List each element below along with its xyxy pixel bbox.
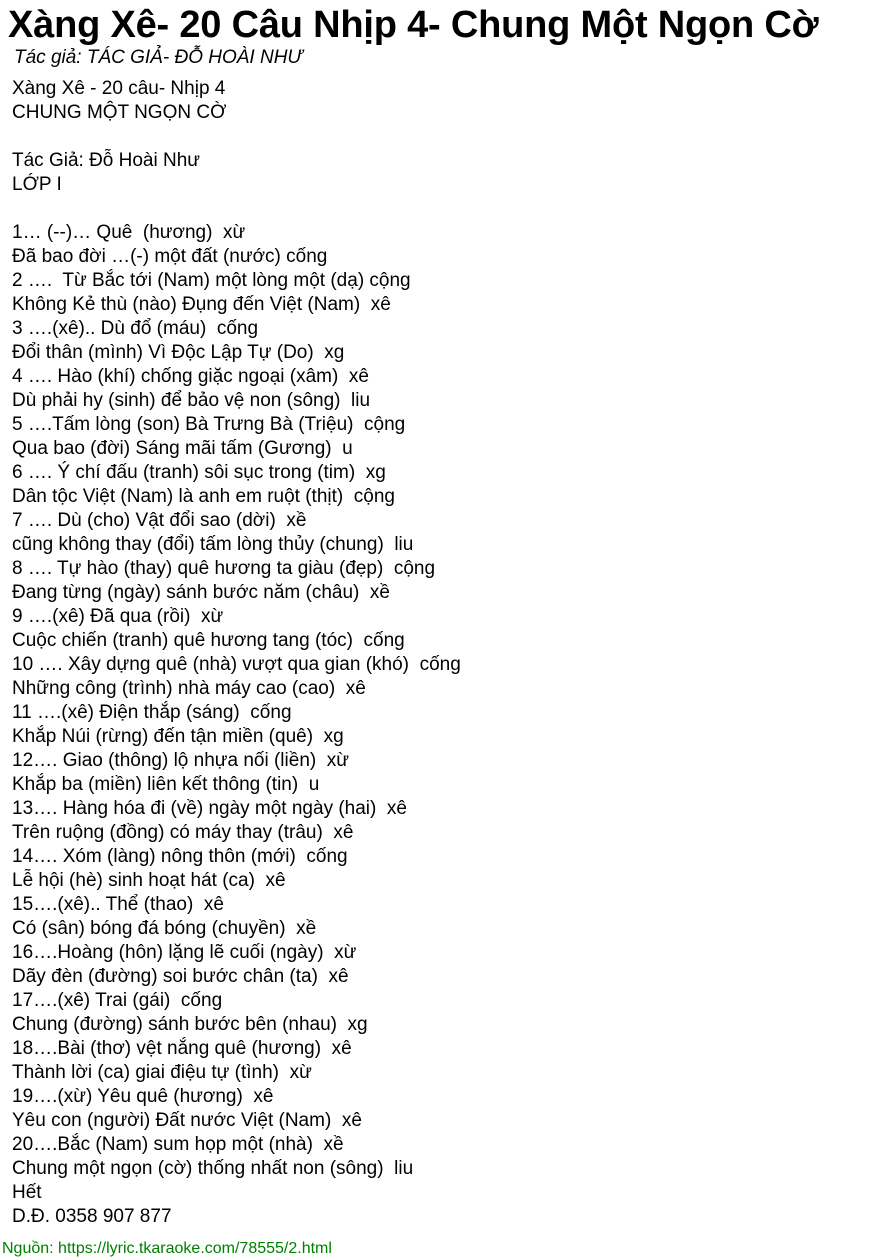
lyric-line: 18….Bài (thơ) vệt nắng quê (hương) xê — [12, 1038, 352, 1059]
lyric-line: Trên ruộng (đồng) có máy thay (trâu) xê — [12, 822, 354, 843]
lyric-line: Có (sân) bóng đá bóng (chuyền) xề — [12, 918, 317, 939]
lyric-line: Chung (đường) sánh bước bên (nhau) xg — [12, 1014, 368, 1035]
lyric-line: 20….Bắc (Nam) sum họp một (nhà) xề — [12, 1134, 344, 1155]
lyric-line: Lễ hội (hè) sinh hoạt hát (ca) xê — [12, 870, 286, 891]
lyric-line: CHUNG MỘT NGỌN CỜ — [12, 102, 227, 123]
page-title: Xàng Xê- 20 Câu Nhịp 4- Chung Một Ngọn Cờ — [8, 4, 819, 46]
lyric-line: 19….(xừ) Yêu quê (hương) xê — [12, 1086, 274, 1107]
lyric-line: Dãy đèn (đường) soi bước chân (ta) xê — [12, 966, 349, 987]
lyric-line: Đang từng (ngày) sánh bước năm (châu) xề — [12, 582, 390, 603]
lyric-line: Cuộc chiến (tranh) quê hương tang (tóc) cống — [12, 630, 405, 651]
lyric-line: 2 …. Từ Bắc tới (Nam) một lòng một (dạ) cộng — [12, 270, 411, 291]
lyric-line: 4 …. Hào (khí) chống giặc ngoại (xâm) xê — [12, 366, 369, 387]
lyrics-block — [12, 77, 461, 1229]
lyric-line: 15….(xê).. Thể (thao) xê — [12, 894, 224, 915]
lyric-line: cũng không thay (đổi) tấm lòng thủy (chung) liu — [12, 534, 414, 555]
lyric-line: Dù phải hy (sinh) để bảo vệ non (sông) liu — [12, 390, 371, 411]
lyric-line: Không Kẻ thù (nào) Đụng đến Việt (Nam) xê — [12, 294, 391, 315]
lyric-line: Chung một ngọn (cờ) thống nhất non (sông) liu — [12, 1158, 414, 1179]
lyric-line: Đổi thân (mình) Vì Độc Lập Tự (Do) xg — [12, 342, 345, 363]
lyric-line: Khắp ba (miền) liên kết thông (tin) u — [12, 774, 320, 795]
lyric-line: 7 …. Dù (cho) Vật đổi sao (dời) xề — [12, 510, 307, 531]
lyric-line: 3 ….(xê).. Dù đổ (máu) cống — [12, 318, 259, 339]
lyric-line: 12…. Giao (thông) lộ nhựa nối (liền) xừ — [12, 750, 349, 771]
blank-line — [12, 197, 461, 221]
lyric-line: 16….Hoàng (hôn) lặng lẽ cuối (ngày) xừ — [12, 942, 357, 963]
lyric-line: Tác Giả: Đỗ Hoài Như — [12, 150, 201, 171]
lyric-line: Qua bao (đời) Sáng mãi tấm (Gương) u — [12, 438, 353, 459]
lyric-line: 1… (--)… Quê (hương) xừ — [12, 222, 246, 243]
lyric-line: 6 …. Ý chí đấu (tranh) sôi sục trong (tim) xg — [12, 462, 386, 483]
lyric-line: Xàng Xê - 20 câu- Nhịp 4 — [12, 78, 226, 99]
lyric-line: 5 ….Tấm lòng (son) Bà Trưng Bà (Triệu) cộng — [12, 414, 406, 435]
blank-line — [12, 125, 461, 149]
lyric-line: Những công (trình) nhà máy cao (cao) xê — [12, 678, 366, 699]
source-link[interactable]: Nguồn: https://lyric.tkaraoke.com/78555/2.html — [2, 1240, 332, 1257]
lyric-line: LỚP I — [12, 174, 62, 195]
lyric-line: 14…. Xóm (làng) nông thôn (mới) cống — [12, 846, 348, 867]
lyric-line: Khắp Núi (rừng) đến tận miền (quê) xg — [12, 726, 344, 747]
lyric-line: 13…. Hàng hóa đi (về) ngày một ngày (hai) xê — [12, 798, 407, 819]
lyric-line: 17….(xê) Trai (gái) cống — [12, 990, 223, 1011]
lyric-line: Thành lời (ca) giai điệu tự (tình) xừ — [12, 1062, 312, 1083]
lyric-line: 9 ….(xê) Đã qua (rồi) xừ — [12, 606, 224, 627]
lyric-line: 8 …. Tự hào (thay) quê hương ta giàu (đẹp) cộng — [12, 558, 436, 579]
lyric-line: 11 ….(xê) Điện thắp (sáng) cống — [12, 702, 292, 723]
lyric-line: Dân tộc Việt (Nam) là anh em ruột (thịt) cộng — [12, 486, 395, 507]
lyric-line: D.Đ. 0358 907 877 — [12, 1206, 172, 1227]
lyric-line: 10 …. Xây dựng quê (nhà) vượt qua gian (khó) cống — [12, 654, 461, 675]
lyric-line: Đã bao đời …(-) một đất (nước) cống — [12, 246, 328, 267]
lyric-line: Hết — [12, 1182, 42, 1203]
lyric-line: Yêu con (người) Đất nước Việt (Nam) xê — [12, 1110, 362, 1131]
author-line: Tác giả: TÁC GIẢ- ĐỖ HOÀI NHƯ — [14, 47, 303, 68]
